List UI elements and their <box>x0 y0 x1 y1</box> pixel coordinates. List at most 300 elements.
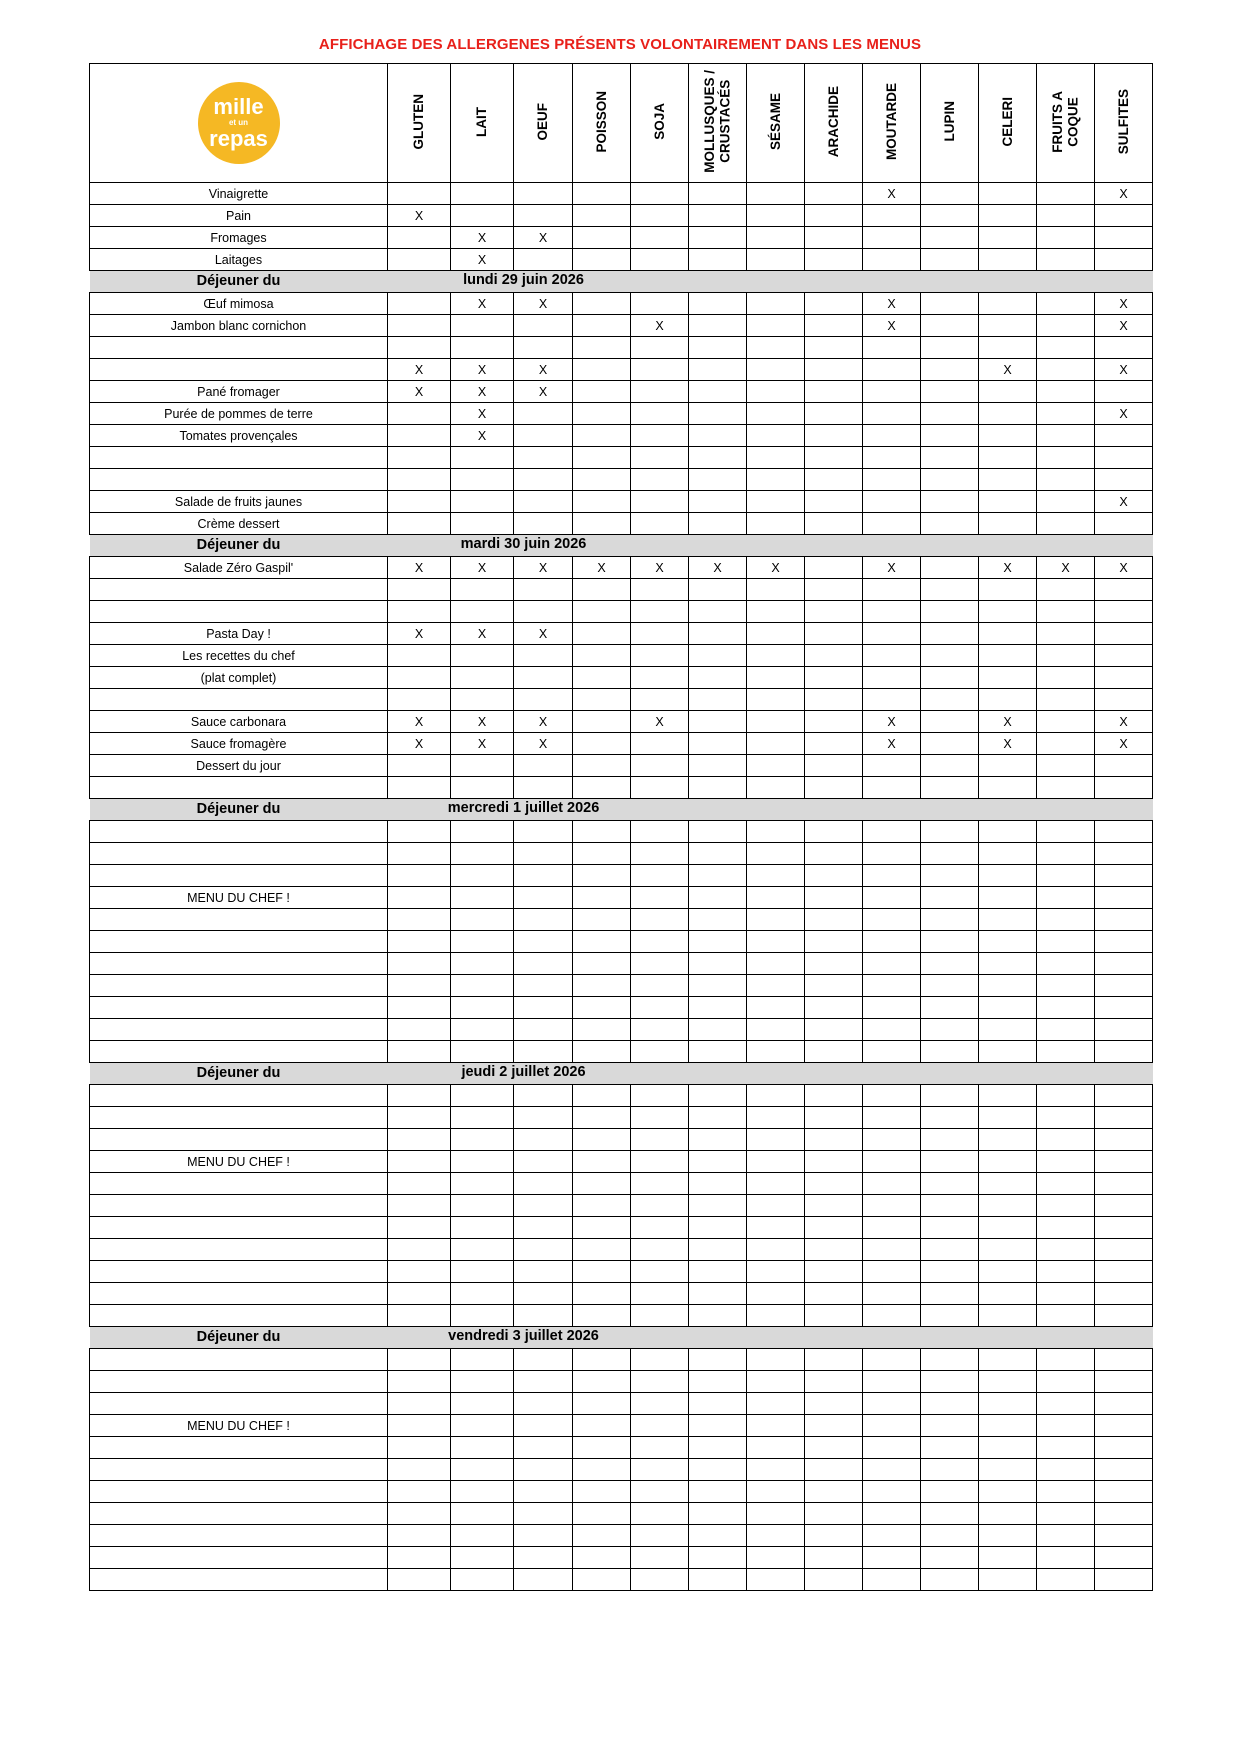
allergen-mark-cell <box>1037 1019 1095 1041</box>
allergen-mark-cell <box>863 1569 921 1591</box>
allergen-mark-cell <box>863 359 921 381</box>
allergen-mark-cell <box>979 1173 1037 1195</box>
allergen-mark-cell <box>1095 447 1153 469</box>
allergen-label: ARACHIDE <box>825 85 841 158</box>
allergen-label: GLUTEN <box>411 93 427 150</box>
allergen-mark-cell <box>747 1283 805 1305</box>
allergen-mark-cell <box>514 183 573 205</box>
allergen-mark-cell <box>979 1151 1037 1173</box>
allergen-mark-cell <box>979 381 1037 403</box>
allergen-mark-cell <box>863 1173 921 1195</box>
allergen-label: OEUF <box>535 102 551 141</box>
allergen-mark-cell <box>921 1239 979 1261</box>
allergen-mark-cell <box>689 1371 747 1393</box>
allergen-mark-cell <box>979 1525 1037 1547</box>
table-row <box>90 1107 1153 1129</box>
allergen-mark-cell <box>631 931 689 953</box>
allergen-mark-cell <box>388 227 451 249</box>
allergen-mark-cell <box>805 557 863 579</box>
dish-name: Laitages <box>90 249 388 271</box>
allergen-mark-cell <box>514 1019 573 1041</box>
allergen-mark-cell <box>631 381 689 403</box>
allergen-mark-cell <box>631 755 689 777</box>
table-row <box>90 865 1153 887</box>
allergen-mark-cell <box>631 403 689 425</box>
allergen-mark-cell: X <box>388 557 451 579</box>
allergen-mark-cell <box>514 1459 573 1481</box>
table-row <box>90 227 1153 249</box>
allergen-mark-cell <box>388 997 451 1019</box>
allergen-mark-cell: X <box>388 381 451 403</box>
allergen-mark-cell <box>1037 579 1095 601</box>
table-row <box>90 887 1153 909</box>
allergen-mark-cell <box>1095 667 1153 689</box>
allergen-mark-cell <box>388 579 451 601</box>
allergen-mark-cell <box>979 667 1037 689</box>
allergen-mark-cell <box>451 447 514 469</box>
day-header-row <box>90 1063 1153 1085</box>
table-row <box>90 491 1153 513</box>
table-row <box>90 689 1153 711</box>
allergen-mark-cell <box>689 887 747 909</box>
allergen-mark-cell <box>451 843 514 865</box>
allergen-mark-cell <box>573 1481 631 1503</box>
allergen-label: SÉSAME <box>767 92 783 150</box>
allergen-mark-cell <box>388 293 451 315</box>
allergen-mark-cell <box>689 997 747 1019</box>
allergen-mark-cell <box>451 1437 514 1459</box>
allergen-mark-cell <box>1095 1415 1153 1437</box>
allergen-label: SOJA <box>651 103 667 140</box>
allergen-mark-cell: X <box>631 711 689 733</box>
allergen-mark-cell <box>1095 865 1153 887</box>
allergen-mark-cell <box>1095 579 1153 601</box>
table-row <box>90 1195 1153 1217</box>
allergen-mark-cell <box>631 337 689 359</box>
allergen-mark-cell <box>805 975 863 997</box>
dish-name: Purée de pommes de terre <box>90 403 388 425</box>
allergen-mark-cell <box>863 1195 921 1217</box>
allergen-mark-cell <box>1037 1349 1095 1371</box>
dejeuner-label: Déjeuner du <box>196 801 281 817</box>
table-row <box>90 843 1153 865</box>
allergen-mark-cell <box>805 491 863 513</box>
allergen-mark-cell <box>514 1041 573 1063</box>
allergen-mark-cell <box>1095 755 1153 777</box>
allergen-mark-cell <box>689 337 747 359</box>
table-row <box>90 667 1153 689</box>
allergen-mark-cell <box>573 953 631 975</box>
allergen-mark-cell <box>388 1261 451 1283</box>
table-row <box>90 1041 1153 1063</box>
allergen-mark-cell <box>388 1239 451 1261</box>
allergen-mark-cell <box>631 623 689 645</box>
allergen-mark-cell <box>388 1371 451 1393</box>
allergen-mark-cell <box>863 601 921 623</box>
allergen-mark-cell <box>921 931 979 953</box>
allergen-mark-cell <box>689 1085 747 1107</box>
allergen-header <box>631 64 689 183</box>
allergen-mark-cell <box>979 975 1037 997</box>
allergen-mark-cell <box>514 1415 573 1437</box>
allergen-mark-cell: X <box>514 293 573 315</box>
allergen-mark-cell <box>451 1151 514 1173</box>
allergen-mark-cell <box>1037 1525 1095 1547</box>
dish-name <box>90 1349 388 1371</box>
allergen-mark-cell <box>514 1283 573 1305</box>
allergen-mark-cell <box>1037 1503 1095 1525</box>
allergen-mark-cell <box>979 1239 1037 1261</box>
allergen-mark-cell <box>1037 293 1095 315</box>
allergen-mark-cell <box>573 447 631 469</box>
dish-name <box>90 1371 388 1393</box>
allergen-mark-cell <box>805 623 863 645</box>
day-date: jeudi 2 juillet 2026 <box>461 1064 586 1080</box>
allergen-mark-cell <box>805 1041 863 1063</box>
allergen-mark-cell <box>573 843 631 865</box>
allergen-mark-cell <box>921 1437 979 1459</box>
allergen-mark-cell <box>631 1525 689 1547</box>
allergen-mark-cell: X <box>514 359 573 381</box>
allergen-mark-cell <box>451 1459 514 1481</box>
allergen-mark-cell <box>747 205 805 227</box>
allergen-mark-cell <box>979 1217 1037 1239</box>
allergen-mark-cell <box>689 1129 747 1151</box>
allergen-mark-cell <box>689 447 747 469</box>
allergen-mark-cell <box>451 315 514 337</box>
allergen-header <box>921 64 979 183</box>
day-date: vendredi 3 juillet 2026 <box>448 1328 599 1344</box>
allergen-mark-cell <box>514 1371 573 1393</box>
allergen-mark-cell <box>631 227 689 249</box>
allergen-mark-cell <box>573 1041 631 1063</box>
allergen-mark-cell <box>979 249 1037 271</box>
allergen-mark-cell <box>689 1437 747 1459</box>
allergen-mark-cell <box>979 1041 1037 1063</box>
dish-name: Jambon blanc cornichon <box>90 315 388 337</box>
allergen-mark-cell <box>979 1195 1037 1217</box>
dish-name <box>90 337 388 359</box>
page-title: AFFICHAGE DES ALLERGENES PRÉSENTS VOLONTAIREMENT DANS LES MENUS <box>318 36 922 53</box>
allergen-mark-cell <box>514 1129 573 1151</box>
allergen-mark-cell <box>573 887 631 909</box>
allergen-mark-cell <box>689 645 747 667</box>
dish-name <box>90 1503 388 1525</box>
allergen-mark-cell <box>805 1437 863 1459</box>
allergen-mark-cell <box>1095 1569 1153 1591</box>
allergen-mark-cell <box>451 777 514 799</box>
allergen-mark-cell <box>451 1129 514 1151</box>
table-row <box>90 579 1153 601</box>
allergen-mark-cell <box>573 667 631 689</box>
allergen-mark-cell <box>747 513 805 535</box>
allergen-mark-cell <box>1095 623 1153 645</box>
allergen-mark-cell <box>863 1547 921 1569</box>
allergen-mark-cell <box>1095 1547 1153 1569</box>
allergen-mark-cell <box>689 1195 747 1217</box>
allergen-mark-cell <box>863 1393 921 1415</box>
day-header <box>90 271 1153 293</box>
table-row <box>90 931 1153 953</box>
allergen-mark-cell <box>979 337 1037 359</box>
allergen-label: CELERI <box>999 96 1015 147</box>
allergen-mark-cell <box>689 293 747 315</box>
allergen-mark-cell: X <box>631 557 689 579</box>
allergen-mark-cell <box>631 579 689 601</box>
allergen-mark-cell <box>921 1481 979 1503</box>
allergen-mark-cell <box>573 579 631 601</box>
allergen-mark-cell <box>689 1019 747 1041</box>
allergen-mark-cell: X <box>388 711 451 733</box>
allergen-mark-cell: X <box>451 711 514 733</box>
allergen-mark-cell <box>451 953 514 975</box>
allergen-mark-cell <box>573 293 631 315</box>
allergen-mark-cell <box>921 997 979 1019</box>
allergen-mark-cell <box>1095 997 1153 1019</box>
allergen-mark-cell <box>514 447 573 469</box>
allergen-mark-cell <box>573 249 631 271</box>
allergen-mark-cell <box>388 1085 451 1107</box>
dish-name <box>90 1481 388 1503</box>
dish-name: Pané fromager <box>90 381 388 403</box>
dish-name: Pasta Day ! <box>90 623 388 645</box>
allergen-mark-cell <box>689 1151 747 1173</box>
allergen-mark-cell <box>631 1195 689 1217</box>
allergen-mark-cell <box>805 425 863 447</box>
allergen-mark-cell <box>1095 1107 1153 1129</box>
allergen-mark-cell <box>1095 821 1153 843</box>
allergen-mark-cell: X <box>979 733 1037 755</box>
allergen-mark-cell <box>921 1371 979 1393</box>
allergen-mark-cell <box>514 1547 573 1569</box>
allergen-mark-cell <box>689 931 747 953</box>
allergen-mark-cell <box>573 1503 631 1525</box>
allergen-mark-cell <box>979 1107 1037 1129</box>
allergen-mark-cell <box>388 1217 451 1239</box>
allergen-mark-cell <box>451 755 514 777</box>
allergen-mark-cell <box>805 645 863 667</box>
table-row <box>90 601 1153 623</box>
allergen-mark-cell <box>979 645 1037 667</box>
allergen-mark-cell <box>747 1173 805 1195</box>
allergen-mark-cell <box>1037 205 1095 227</box>
allergen-mark-cell <box>689 1547 747 1569</box>
dish-name <box>90 1217 388 1239</box>
allergen-mark-cell <box>631 249 689 271</box>
allergen-mark-cell <box>921 579 979 601</box>
allergen-mark-cell <box>1095 1217 1153 1239</box>
allergen-mark-cell <box>388 513 451 535</box>
allergen-mark-cell <box>1095 1283 1153 1305</box>
allergen-mark-cell <box>921 1195 979 1217</box>
allergen-mark-cell: X <box>747 557 805 579</box>
allergen-mark-cell <box>921 183 979 205</box>
allergen-mark-cell: X <box>451 249 514 271</box>
allergen-mark-cell <box>689 667 747 689</box>
allergen-mark-cell <box>921 1305 979 1327</box>
allergen-mark-cell <box>805 1393 863 1415</box>
allergen-mark-cell <box>1095 425 1153 447</box>
allergen-mark-cell <box>689 1283 747 1305</box>
allergen-mark-cell <box>979 1437 1037 1459</box>
allergen-mark-cell <box>747 667 805 689</box>
allergen-mark-cell <box>573 1393 631 1415</box>
allergen-mark-cell <box>921 293 979 315</box>
day-date: mardi 30 juin 2026 <box>460 536 587 552</box>
allergen-mark-cell <box>451 887 514 909</box>
allergen-mark-cell <box>689 249 747 271</box>
allergen-mark-cell <box>921 1261 979 1283</box>
allergen-mark-cell <box>863 1217 921 1239</box>
allergen-mark-cell <box>1037 1041 1095 1063</box>
allergen-mark-cell <box>573 1525 631 1547</box>
allergen-mark-cell <box>514 1239 573 1261</box>
allergen-mark-cell <box>451 1415 514 1437</box>
allergen-mark-cell <box>689 1305 747 1327</box>
allergen-mark-cell <box>1095 1481 1153 1503</box>
dejeuner-label: Déjeuner du <box>196 1065 281 1081</box>
allergen-mark-cell <box>805 381 863 403</box>
allergen-mark-cell <box>1095 1503 1153 1525</box>
allergen-mark-cell: X <box>863 293 921 315</box>
allergen-mark-cell <box>747 975 805 997</box>
allergen-mark-cell <box>689 733 747 755</box>
allergen-mark-cell <box>863 1239 921 1261</box>
allergen-mark-cell <box>747 1151 805 1173</box>
allergen-mark-cell <box>863 1503 921 1525</box>
allergen-mark-cell <box>573 1085 631 1107</box>
allergen-mark-cell <box>573 777 631 799</box>
allergen-mark-cell <box>805 997 863 1019</box>
allergen-mark-cell <box>388 953 451 975</box>
allergen-mark-cell <box>1095 1173 1153 1195</box>
allergen-mark-cell <box>805 227 863 249</box>
table-row <box>90 1349 1153 1371</box>
allergen-mark-cell <box>573 425 631 447</box>
allergen-mark-cell <box>863 491 921 513</box>
allergen-header <box>514 64 573 183</box>
allergen-mark-cell <box>921 975 979 997</box>
allergen-mark-cell <box>689 579 747 601</box>
allergen-mark-cell: X <box>451 623 514 645</box>
allergen-mark-cell <box>1095 1239 1153 1261</box>
allergen-mark-cell <box>747 1437 805 1459</box>
allergen-mark-cell <box>689 1459 747 1481</box>
allergen-mark-cell <box>573 997 631 1019</box>
allergen-mark-cell <box>1095 777 1153 799</box>
allergen-mark-cell <box>805 183 863 205</box>
allergen-label: MOUTARDE <box>883 83 899 160</box>
table-row <box>90 1173 1153 1195</box>
table-row <box>90 1547 1153 1569</box>
allergen-mark-cell <box>573 1239 631 1261</box>
allergen-mark-cell <box>805 1547 863 1569</box>
dish-name: Tomates provençales <box>90 425 388 447</box>
allergen-mark-cell <box>689 843 747 865</box>
allergen-mark-cell <box>1095 1349 1153 1371</box>
allergen-mark-cell <box>805 1019 863 1041</box>
table-row <box>90 1151 1153 1173</box>
allergen-mark-cell: X <box>1095 183 1153 205</box>
allergen-mark-cell <box>1037 469 1095 491</box>
allergen-mark-cell <box>573 865 631 887</box>
allergen-mark-cell <box>747 227 805 249</box>
dish-name: (plat complet) <box>90 667 388 689</box>
allergen-mark-cell <box>1095 601 1153 623</box>
allergen-mark-cell <box>514 755 573 777</box>
allergen-mark-cell <box>805 821 863 843</box>
dish-name: Œuf mimosa <box>90 293 388 315</box>
allergen-mark-cell <box>921 337 979 359</box>
allergen-mark-cell <box>921 1525 979 1547</box>
allergen-mark-cell <box>863 997 921 1019</box>
allergen-mark-cell <box>689 909 747 931</box>
allergen-mark-cell: X <box>863 733 921 755</box>
allergen-header <box>451 64 514 183</box>
allergen-mark-cell <box>747 997 805 1019</box>
dish-name <box>90 469 388 491</box>
table-row <box>90 1459 1153 1481</box>
allergen-mark-cell <box>514 249 573 271</box>
allergen-mark-cell <box>1037 1393 1095 1415</box>
allergen-mark-cell <box>573 1349 631 1371</box>
table-row <box>90 975 1153 997</box>
allergen-mark-cell: X <box>979 557 1037 579</box>
allergen-mark-cell: X <box>1095 359 1153 381</box>
allergen-mark-cell <box>805 403 863 425</box>
allergen-mark-cell: X <box>388 205 451 227</box>
allergen-mark-cell: X <box>863 315 921 337</box>
allergen-mark-cell <box>921 909 979 931</box>
allergen-mark-cell <box>863 975 921 997</box>
allergen-mark-cell <box>514 887 573 909</box>
allergen-label: MOLLUSQUES / CRUSTACÉS <box>701 70 733 173</box>
allergen-mark-cell <box>747 931 805 953</box>
allergen-mark-cell <box>388 667 451 689</box>
logo-cell <box>90 64 388 183</box>
allergen-mark-cell <box>1095 1459 1153 1481</box>
allergen-mark-cell <box>921 557 979 579</box>
allergen-mark-cell <box>863 931 921 953</box>
allergen-mark-cell <box>689 205 747 227</box>
allergen-mark-cell <box>689 1393 747 1415</box>
dish-name <box>90 1085 388 1107</box>
allergen-mark-cell <box>863 579 921 601</box>
allergen-mark-cell <box>747 733 805 755</box>
allergen-mark-cell <box>689 1349 747 1371</box>
allergen-mark-cell <box>921 887 979 909</box>
allergen-mark-cell <box>631 1107 689 1129</box>
allergen-mark-cell <box>689 755 747 777</box>
dish-name: Sauce carbonara <box>90 711 388 733</box>
table-row <box>90 1305 1153 1327</box>
allergen-mark-cell <box>921 623 979 645</box>
day-header-row <box>90 799 1153 821</box>
allergen-mark-cell <box>689 1107 747 1129</box>
allergen-mark-cell <box>863 821 921 843</box>
allergen-header <box>1095 64 1153 183</box>
allergen-mark-cell <box>747 1349 805 1371</box>
allergen-mark-cell <box>747 1085 805 1107</box>
allergen-mark-cell <box>747 359 805 381</box>
allergen-mark-cell <box>921 359 979 381</box>
dish-name: Sauce fromagère <box>90 733 388 755</box>
allergen-mark-cell <box>747 843 805 865</box>
allergen-mark-cell <box>631 1041 689 1063</box>
allergen-mark-cell <box>747 491 805 513</box>
allergen-mark-cell <box>979 205 1037 227</box>
allergen-mark-cell <box>1095 689 1153 711</box>
